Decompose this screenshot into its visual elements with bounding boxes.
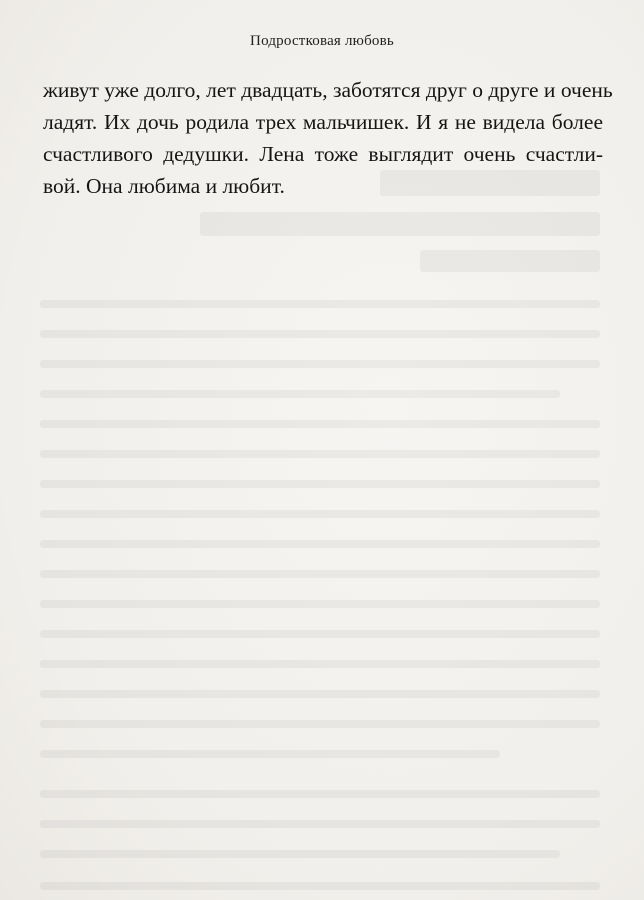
paragraph-line: счастливого дедушки. Лена тоже выглядит очень счастли- <box>43 142 603 166</box>
ghost-line <box>40 850 560 858</box>
paragraph-line: ладят. Их дочь родила трех мальчишек. И я не видела более <box>43 110 603 134</box>
ghost-line <box>40 660 600 668</box>
ghost-line <box>40 570 600 578</box>
ghost-line <box>420 250 600 272</box>
ghost-line <box>40 690 600 698</box>
ghost-line <box>40 330 600 338</box>
ghost-line <box>40 450 600 458</box>
ghost-line <box>40 750 500 758</box>
ghost-line <box>40 540 600 548</box>
ghost-line <box>40 300 600 308</box>
body-paragraph <box>43 74 613 202</box>
ghost-line <box>40 480 600 488</box>
ghost-line <box>200 212 600 236</box>
ghost-line <box>40 630 600 638</box>
ghost-line <box>40 420 600 428</box>
ghost-line <box>40 820 600 828</box>
ghost-line <box>40 360 600 368</box>
ghost-line <box>40 882 600 890</box>
ghost-line <box>40 720 600 728</box>
ghost-line <box>40 390 560 398</box>
running-head: Подростковая любовь <box>250 33 394 49</box>
ghost-line <box>40 600 600 608</box>
paragraph-line: вой. Она любима и любит. <box>43 174 285 198</box>
ghost-line <box>40 510 600 518</box>
ghost-line <box>40 790 600 798</box>
paragraph-line: живут уже долго, лет двадцать, заботятся друг о друге и очень <box>43 78 613 102</box>
